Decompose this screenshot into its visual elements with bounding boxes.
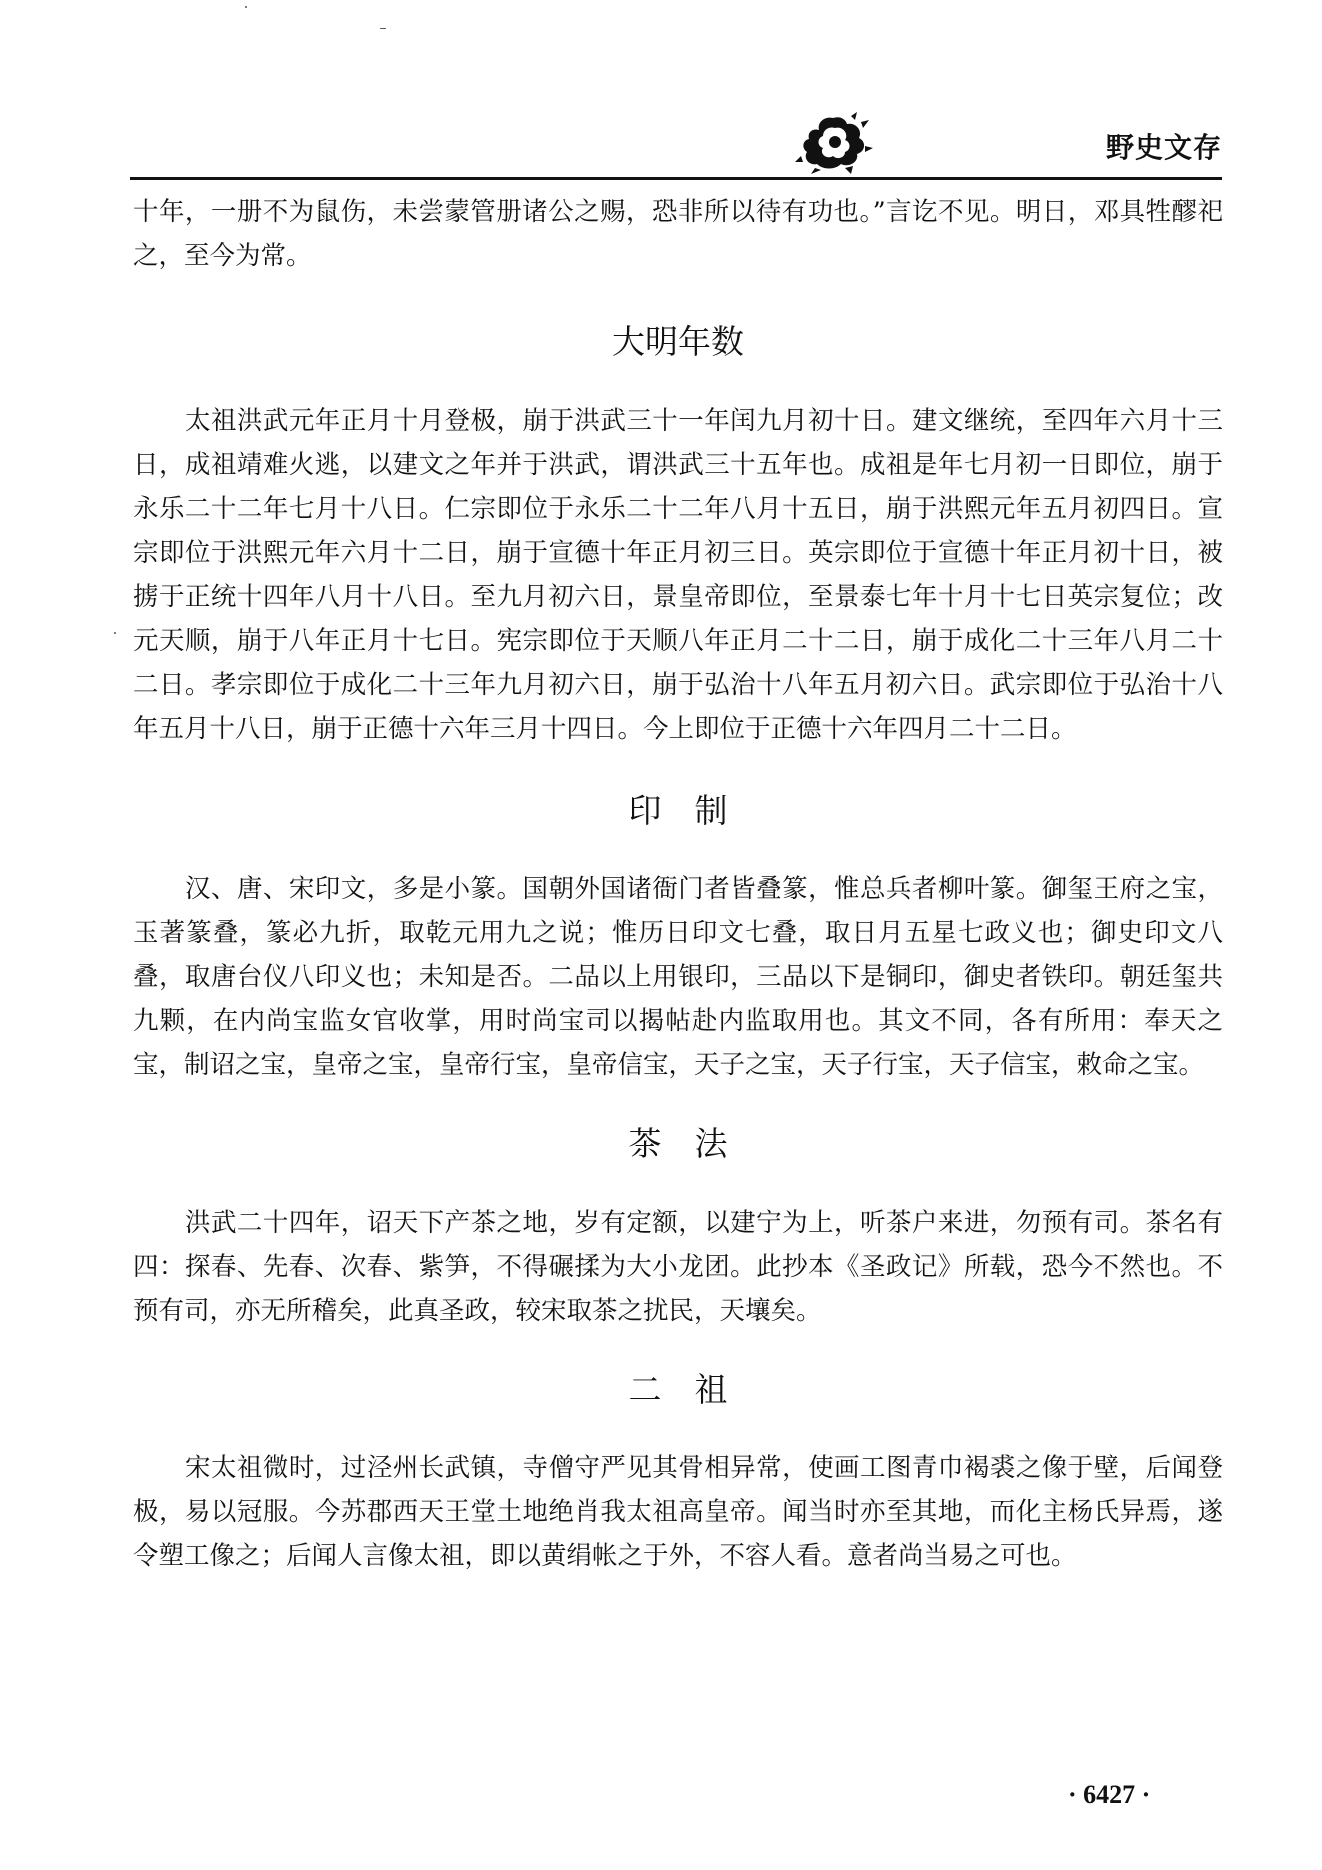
- print-speck: [245, 6, 247, 8]
- section-paragraph: 太祖洪武元年正月十月登极，崩于洪武三十一年闰九月初十日。建文继统，至四年六月十三日，成祖靖难火逃，以建文之年并于洪武，谓洪武三十五年也。成祖是年七月初一日即位，崩于永乐二十二年七月十八日。仁宗即位于永乐二十二年八月十五日，崩于洪熙元年五月初四日。宣宗即位于洪熙元年六月十二日，崩于宣德十年正月初三日。英宗即位于宣德十年正月初十日，被掳于正统十四年八月十八日。至九月初六日，景皇帝即位，至景泰七年十月十七日英宗复位；改元天顺，崩于八年正月十七日。宪宗即位于天顺八年正月二十二日，崩于成化二十三年八月二十二日。孝宗即位于成化二十三年九月初六日，崩于弘治十八年五月初六日。武宗即位于弘治十八年五月十八日，崩于正德十六年三月十四日。今上即位于正德十六年四月二十二日。: [133, 406, 1223, 744]
- opening-paragraph: 十年，一册不为鼠伤，未尝蒙管册诸公之赐，恐非所以待有功也。”言讫不见。明日，邓具牲醪祀之，至今为常。: [133, 197, 1223, 271]
- section-title: 大明年数: [612, 322, 744, 361]
- page-header: [130, 110, 1222, 180]
- section-paragraph: 宋太祖微时，过泾州长武镇，寺僧守严见其骨相异常，使画工图青巾褐裘之像于壁，后闻登极，易以冠服。今苏郡西天王堂土地绝肖我太祖高皇帝。闻当时亦至其地，而化主杨氏异焉，遂令塑工像之；后闻人言像太祖，即以黄绢帐之于外，不容人看。意者尚当易之可也。: [133, 1453, 1223, 1571]
- section-title: 茶 法: [628, 1124, 728, 1163]
- print-speck: [114, 632, 116, 634]
- header-rule: [130, 177, 1222, 180]
- section-title: 印 制: [628, 791, 728, 830]
- print-speck: [380, 28, 386, 29]
- dragon-emblem-icon: [795, 112, 875, 174]
- running-title: 野史文存: [1105, 131, 1222, 164]
- section-paragraph: 汉、唐、宋印文，多是小篆。国朝外国诸衙门者皆叠篆，惟总兵者柳叶篆。御玺王府之宝，玉著篆叠，篆必九折，取乾元用九之说；惟历日印文七叠，取日月五星七政义也；御史印文八叠，取唐台仪八印义也；未知是否。二品以上用银印，三品以下是铜印，御史者铁印。朝廷玺共九颗，在内尚宝监女官收掌，用时尚宝司以揭帖赴内监取用也。其文不同，各有所用：奉天之宝，制诏之宝，皇帝之宝，皇帝行宝，皇帝信宝，天子之宝，天子行宝，天子信宝，敕命之宝。: [133, 874, 1223, 1080]
- page-number: · 6427 ·: [1068, 1780, 1151, 1809]
- section-er-zu: [133, 1368, 1223, 1578]
- section-da-ming-nian-shu: [133, 320, 1223, 751]
- section-title: 二 祖: [628, 1370, 728, 1409]
- section-cha-fa: [133, 1122, 1223, 1333]
- section-yin-zhi: [133, 789, 1223, 1087]
- section-paragraph: 洪武二十四年，诏天下产茶之地，岁有定额，以建宁为上，听茶户来进，勿预有司。茶名有四：探春、先春、次春、紫笋，不得碾揉为大小龙团。此抄本《圣政记》所载，恐今不然也。不预有司，亦无所稽矣，此真圣政，较宋取茶之扰民，天壤矣。: [133, 1208, 1223, 1326]
- page-body: [133, 190, 1223, 1578]
